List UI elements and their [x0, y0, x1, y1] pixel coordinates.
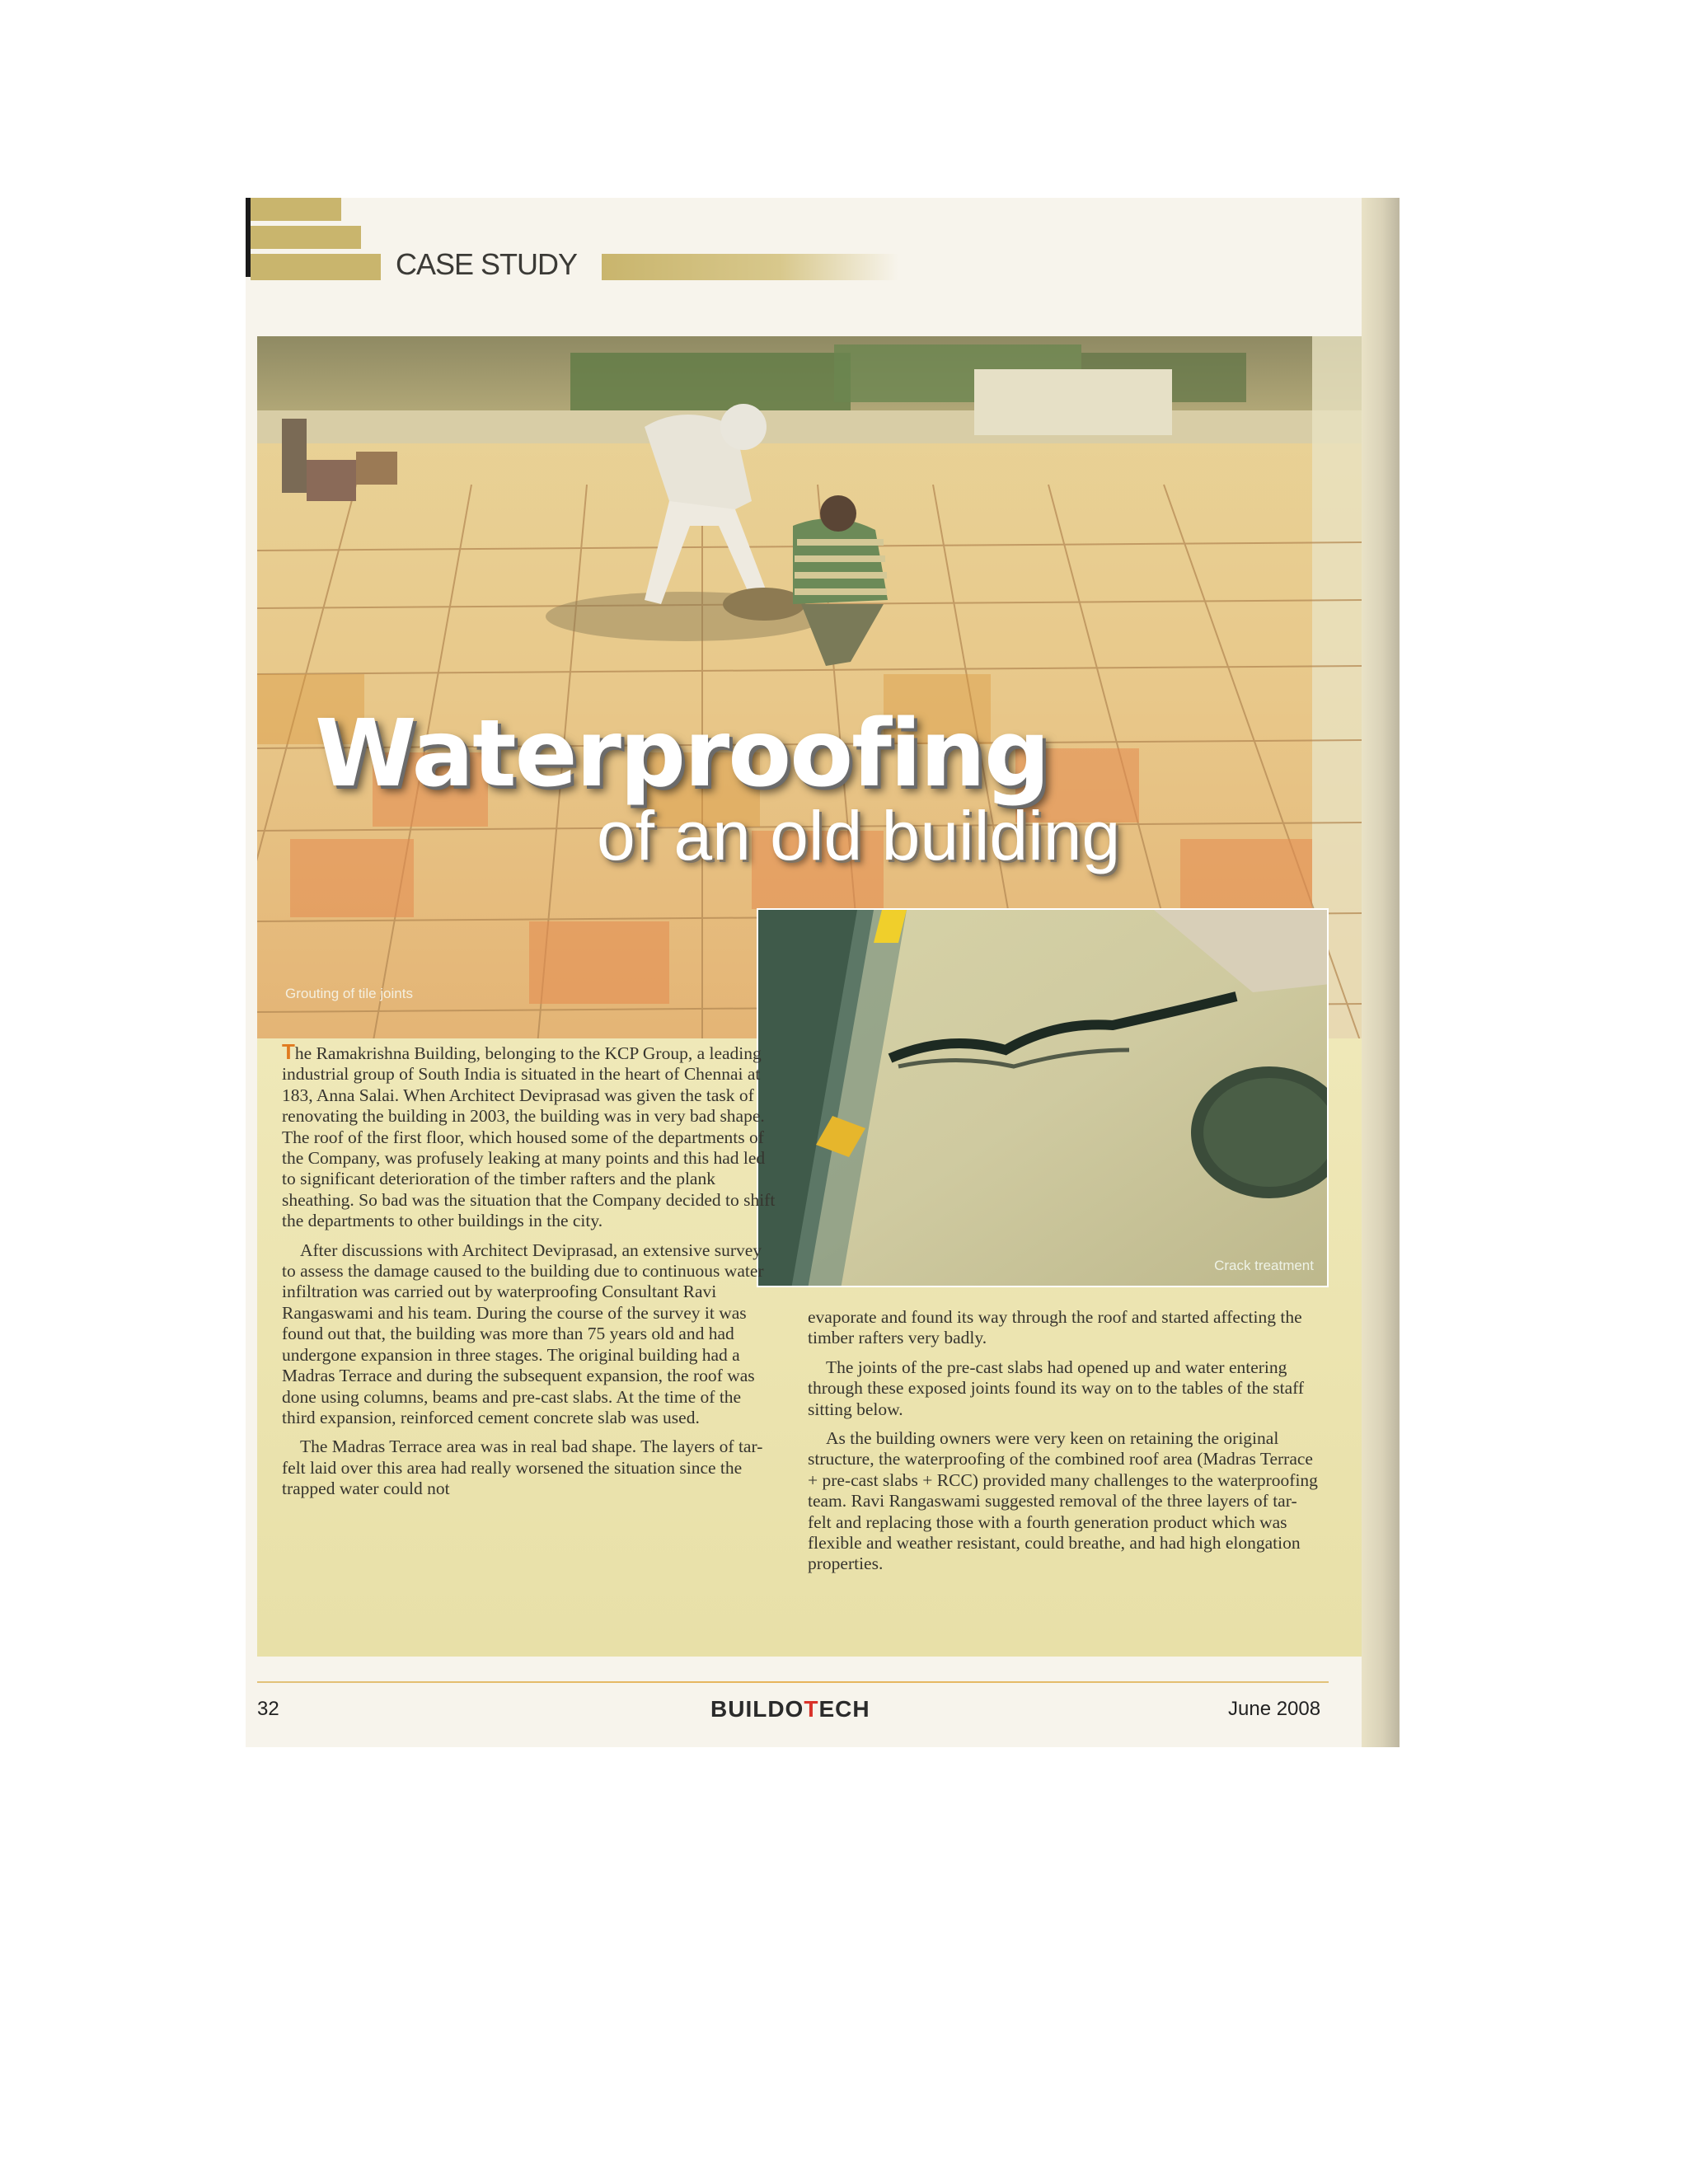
paragraph-5: The joints of the pre-cast slabs had opened up and water entering through these exposed joints found its way on to the tables of the staff sitting below. — [808, 1357, 1305, 1419]
paragraph-1 — [282, 1039, 776, 1232]
header-bar-1 — [251, 198, 341, 221]
photo-caption-grouting: Grouting of tile joints — [285, 986, 413, 1001]
paragraph-1-text: he Ramakrishna Building, belonging to the KCP Group, a leading industrial group of South India is situated in the heart of Chennai at 183, Anna Salai. When Architect Deviprasad was given the task of renovating the building in 2003, the building was in very bad shape. The roof of the first floor, which housed some of the departments of the Company, was profusely leaking at many points and this had led to significant deterioration of the timber rafters and the plank sheathing. So bad was the situation that the Company decided to shift the departments to other buildings in the city. — [282, 1043, 776, 1231]
header-bar-3 — [251, 254, 381, 280]
header-bar-2 — [251, 226, 361, 249]
brand-part-2: ECH — [818, 1696, 870, 1722]
header-rule — [602, 254, 898, 280]
article-title: Waterproofing — [315, 701, 1049, 808]
footer-rule — [257, 1681, 1329, 1683]
paragraph-3: The Madras Terrace area was in real bad shape. The layers of tar-felt laid over this area had really worsened the situation since the trapped water could not — [282, 1436, 763, 1499]
article-column-1 — [282, 1039, 776, 1508]
inset-photo-illustration — [758, 910, 1329, 1287]
paragraph-6: As the building owners were very keen on retaining the original structure, the waterproofing of the combined roof area (Madras Terrace + pre-cast slabs + RCC) provided many challenges to the waterproofing team. Ravi Rangaswami suggested removal of the three layers of tar-felt and replacing those with a fourth generation product which was flexible and weather resistant, could breathe, and had high elongation properties. — [808, 1428, 1318, 1574]
page-number: 32 — [257, 1698, 279, 1720]
issue-date: June 2008 — [1228, 1698, 1321, 1720]
page-spine-shadow — [1362, 198, 1400, 1747]
magazine-brand — [710, 1696, 870, 1722]
section-label: CASE STUDY — [396, 247, 578, 281]
brand-part-1: BUILDO — [710, 1696, 804, 1722]
inset-photo — [757, 908, 1329, 1287]
drop-cap: T — [282, 1039, 295, 1064]
paragraph-4: evaporate and found its way through the roof and started affecting the timber rafters very badly. — [808, 1307, 1302, 1348]
brand-part-t: T — [804, 1696, 819, 1722]
article-column-2 — [808, 1307, 1319, 1583]
photo-caption-crack: Crack treatment — [1214, 1258, 1314, 1273]
paragraph-2: After discussions with Architect Deviprasad, an extensive survey to assess the damage caused to the building due to continuous water infiltration was carried out by waterproofing Consultant Ravi Rangaswami and his team. During the course of the survey it was found out that, the building was more than 75 years old and had undergone expansion in three stages. The original building had a Madras Terrace and during the subsequent expansion, the roof was done using columns, beams and pre-cast slabs. At the time of the third expansion, reinforced cement concrete slab was used. — [282, 1240, 764, 1427]
article-subtitle: of an old building — [597, 797, 1121, 874]
